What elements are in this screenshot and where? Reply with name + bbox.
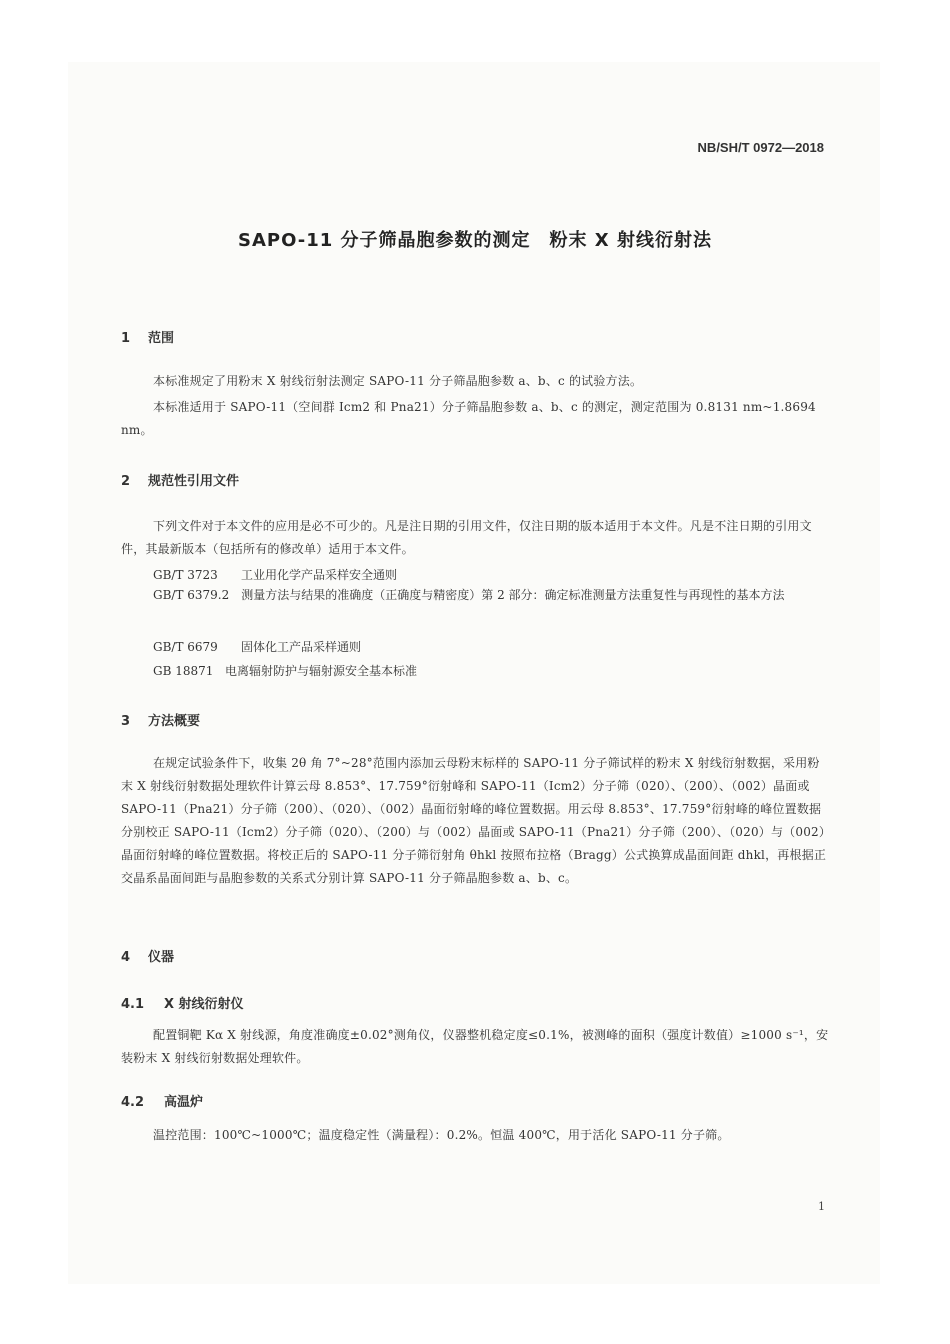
reference-item: GB/T 6379.2 测量方法与结果的准确度（正确度与精密度）第 2 部分：确定标准测量方法重复性与再现性的基本方法: [153, 588, 785, 602]
section-3-heading: 3 方法概要: [121, 714, 201, 729]
section-1-para-1: 本标准规定了用粉末 X 射线衍射法测定 SAPO-11 分子筛晶胞参数 a、b、c 的试验方法。: [153, 374, 643, 388]
document-title: SAPO-11 分子筛晶胞参数的测定 粉末 X 射线衍射法: [238, 230, 712, 251]
section-2-intro: 下列文件对于本文件的应用是必不可少的。凡是注日期的引用文件，仅注日期的版本适用于本文件。凡是不注日期的引用文件，其最新版本（包括所有的修改单）适用于本文件。: [121, 519, 812, 556]
standard-number: NB/SH/T 0972—2018: [697, 140, 824, 155]
section-2-heading: 2 规范性引用文件: [121, 474, 240, 489]
reference-item: GB 18871 电离辐射防护与辐射源安全基本标准: [153, 664, 418, 678]
reference-item: GB/T 6679 固体化工产品采样通则: [153, 640, 362, 654]
section-4-1-heading: 4.1 X 射线衍射仪: [121, 997, 244, 1012]
section-1-para-2: 本标准适用于 SAPO-11（空间群 Icm2 和 Pna21）分子筛晶胞参数 a、b、c 的测定，测定范围为 0.8131 nm~1.8694 nm。: [121, 400, 816, 437]
section-4-2-heading: 4.2 高温炉: [121, 1095, 204, 1110]
section-1-heading: 1 范围: [121, 331, 175, 346]
reference-item: GB/T 3723 工业用化学产品采样安全通则: [153, 568, 398, 582]
page-number: 1: [818, 1200, 825, 1213]
section-4-1-para: 配置铜靶 Kα X 射线源，角度准确度±0.02°测角仪，仪器整机稳定度≤0.1%，被测峰的面积（强度计数值）≥1000 s⁻¹，安装粉末 X 射线衍射数据处理软件。: [121, 1028, 829, 1065]
section-3-para: 在规定试验条件下，收集 2θ 角 7°~28°范围内添加云母粉末标样的 SAPO-11 分子筛试样的粉末 X 射线衍射数据，采用粉末 X 射线衍射数据处理软件计算云母 8.853°、17.759°衍射峰和 SAPO-11（Icm2）分子筛（020）、（200）、（002）晶面或 SAPO-11（Pna21）分子筛（200）、（020）、（002）晶面衍射峰的峰位置数据。用云母 8.853°、17.759°衍射峰的峰位置数据分别校正 SAPO-11（Icm2）分子筛（020）、（200）与（002）晶面或 SAPO-11（Pna21）分子筛（200）、（020）与（002）晶面衍射峰的峰位置数据。将校正后的 SAPO-11 分子筛衍射角 θhkl 按照布拉格（Bragg）公式换算成晶面间距 dhkl，再根据正交晶系晶面间距与晶胞参数的关系式分别计算 SAPO-11 分子筛晶胞参数 a、b、c。: [121, 756, 827, 885]
section-4-heading: 4 仪器: [121, 950, 175, 965]
section-4-2-para: 温控范围：100℃~1000℃；温度稳定性（满量程）：0.2%。恒温 400℃，用于活化 SAPO-11 分子筛。: [153, 1128, 730, 1142]
